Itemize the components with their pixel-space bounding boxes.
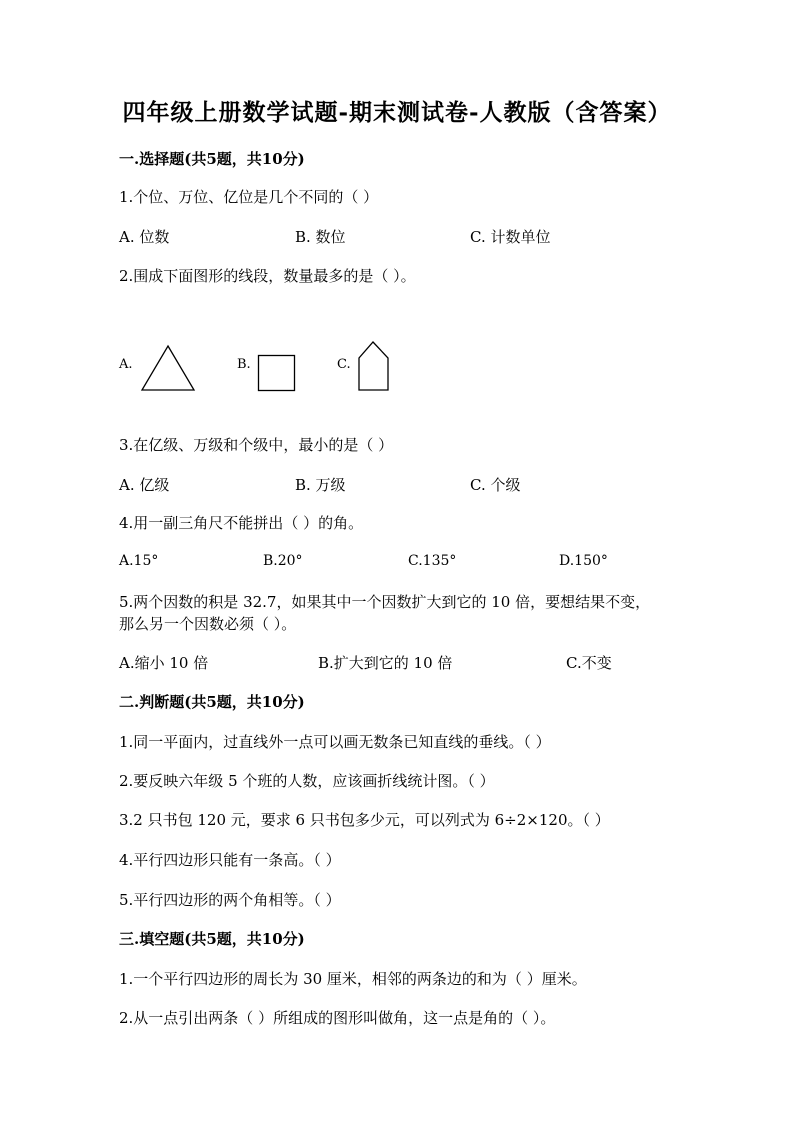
option-b: B.扩大到它的 10 倍 xyxy=(318,654,453,672)
option-a: A. 亿级 xyxy=(119,476,170,494)
square-figure xyxy=(257,354,297,392)
section-heading-choice: 一.选择题(共5题，共10分) xyxy=(119,150,305,168)
option-a: A.15° xyxy=(119,553,159,569)
question-text: 2.要反映六年级 5 个班的人数，应该画折线统计图。（ ） xyxy=(119,772,495,790)
option-d: D.150° xyxy=(559,553,608,569)
option-c: C. xyxy=(337,357,351,372)
question-text: 3.2 只书包 120 元，要求 6 只书包多少元，可以列式为 6÷2×120。（ ） xyxy=(119,811,610,829)
option-a: A. xyxy=(119,357,133,372)
question-text: 2.从一点引出两条（ ）所组成的图形叫做角，这一点是角的（ ）。 xyxy=(119,1009,556,1027)
section-heading-fill: 三.填空题(共5题，共10分) xyxy=(119,930,305,948)
question-text: 2.围成下面图形的线段，数量最多的是（ ）。 xyxy=(119,267,416,285)
option-b: B. xyxy=(237,357,251,372)
question-text-line1: 5.两个因数的积是 32.7，如果其中一个因数扩大到它的 10 倍，要想结果不变， xyxy=(119,593,651,611)
question-text-line2: 那么另一个因数必须（ ）。 xyxy=(119,615,297,633)
option-c: C. 计数单位 xyxy=(470,228,551,246)
question-text: 5.平行四边形的两个角相等。（ ） xyxy=(119,891,341,909)
question-text: 1.同一平面内，过直线外一点可以画无数条已知直线的垂线。（ ） xyxy=(119,733,551,751)
page-title: 四年级上册数学试题-期末测试卷-人教版（含答案） xyxy=(122,99,672,126)
option-b: B.20° xyxy=(263,553,303,569)
question-text: 4.用一副三角尺不能拼出（ ）的角。 xyxy=(119,514,364,532)
question-text: 4.平行四边形只能有一条高。（ ） xyxy=(119,851,341,869)
question-text: 1.一个平行四边形的周长为 30 厘米，相邻的两条边的和为（ ）厘米。 xyxy=(119,970,587,988)
option-b: B. 数位 xyxy=(295,228,346,246)
option-c: C.不变 xyxy=(566,654,612,672)
option-a: A. 位数 xyxy=(119,228,170,246)
option-a: A.缩小 10 倍 xyxy=(119,654,209,672)
question-text: 3.在亿级、万级和个级中，最小的是（ ） xyxy=(119,436,394,454)
question-text: 1.个位、万位、亿位是几个不同的（ ） xyxy=(119,188,379,206)
option-c: C.135° xyxy=(408,553,457,569)
option-c: C. 个级 xyxy=(470,476,521,494)
section-heading-judge: 二.判断题(共5题，共10分) xyxy=(119,693,305,711)
pentagon-figure xyxy=(357,341,391,393)
triangle-figure xyxy=(140,344,196,392)
option-b: B. 万级 xyxy=(295,476,346,494)
